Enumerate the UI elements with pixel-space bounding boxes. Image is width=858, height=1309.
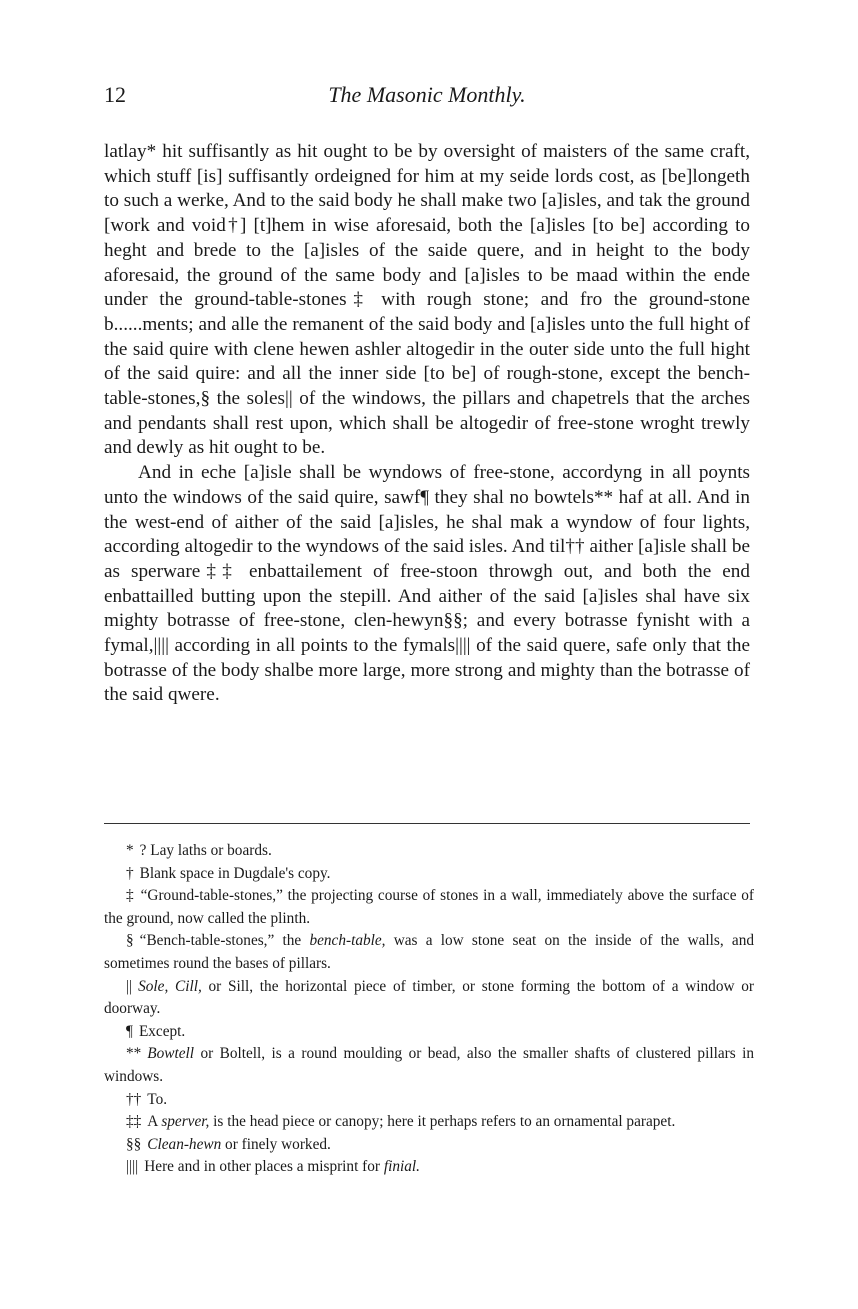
footnote-mark: ††: [126, 1090, 142, 1108]
footnote-text: “Bench-table-stones,” the: [139, 932, 310, 950]
footnote-mark: ¶: [126, 1022, 133, 1040]
page-header: [104, 82, 750, 122]
footnote-mark: ||: [126, 977, 133, 995]
footnote-mark: §§: [126, 1135, 142, 1153]
running-title: The Masonic Monthly.: [328, 82, 526, 107]
footnote: [104, 1089, 754, 1112]
footnote-mark: §: [126, 932, 134, 950]
footnotes: [104, 840, 754, 1179]
footnote-text: or Boltell, is a round moulding or bead, also the smaller shafts of clustered pillars in windows.: [104, 1045, 754, 1085]
footnote-mark: ||||: [126, 1158, 139, 1176]
footnote-text: Here and in other places a misprint for: [144, 1158, 384, 1176]
footnote-text: or finely worked.: [221, 1135, 331, 1153]
footnote-text: Except.: [138, 1022, 186, 1040]
footnote: [104, 1156, 754, 1179]
footnote-term: Bowtell: [147, 1045, 195, 1063]
page-number: 12: [104, 82, 126, 107]
footnote-text: A: [147, 1113, 162, 1131]
footnote: [104, 1134, 754, 1157]
footnote-term: bench-table,: [309, 932, 386, 950]
footnote-mark: ‡‡: [126, 1113, 142, 1131]
footnote-term: finial.: [383, 1158, 420, 1176]
footnote-term: Sole, Cill,: [138, 977, 202, 995]
footnote: [104, 930, 754, 975]
paragraph: And in eche [a]isle shall be wyndows of free-stone, accordyng in all poynts unto the windows of the said quire, sawf¶ they shal no bowtels** haf at all. And in the west-end of aither of the said [a]isles, he shal mak a wyndow of four lights, according altogedir to the wyndows of the said isles. And til†† aither [a]isle shall be as sperware‡‡ enbattailement of free-stoon throwgh out, and both the end enbattailled butting upon the stepill. And aither of the said [a]isles shal have six mighty botrasse of free-stone, clen-hewyn§§; and every botrasse fynisht with a fymal,|||| according in all points to the fymals|||| of the said quere, safe only that the botrasse of the body shalbe more large, more strong and mighty than the botrasse of the said qwere.: [104, 462, 750, 706]
footnote: [104, 1021, 754, 1044]
footnote-text: To.: [147, 1090, 168, 1108]
footnote-term: Clean-hewn: [147, 1135, 222, 1153]
footnote-text: ? Lay laths or boards.: [139, 842, 272, 859]
footnote-mark: †: [126, 864, 134, 882]
footnote-mark: **: [126, 1045, 142, 1063]
footnote-text: or Sill, the horizontal piece of timber, or stone forming the bottom of a window or doorway.: [104, 977, 754, 1018]
paragraph: latlay* hit suffisantly as hit ought to be by oversight of maisters of the same craft, which stuff [is] suffisantly ordeigned for him at my seide lords cost, as [be]longeth to such a werke, And to the said body he shall make two [a]isles, and tak the ground [work and void†] [t]hem in wise aforesaid, both the [a]isles [to be] according to heght and brede to the [a]isles of the saide quere, and in height to the body aforesaid, the ground of the same body and [a]isles to be maad within the ende under the ground-table-stones‡ with rough stone; and fro the ground-stone b......ments; and alle the remanent of the said body and [a]isles unto the full hight of the said quire with clene hewen ashler altogedir in the outer side unto the full hight of the said quire: and all the inner side [to be] of rough-stone, except the bench-table-stones,§ the soles|| of the windows, the pillars and chapetrels that the arches and pendants shall rest upon, which shall be altogedir of free-stone wroght trewly and dewly as hit ought to be.: [104, 141, 750, 459]
footnote-term: sperver,: [161, 1113, 210, 1131]
footnote-text: “Ground-table-stones,” the projecting course of stones in a wall, immediately above the surface of the ground, now called the plinth.: [104, 887, 755, 927]
footnote: [104, 863, 754, 886]
footnote-text: Blank space in Dugdale's copy.: [139, 864, 331, 882]
body-text: [104, 140, 750, 708]
footnote-text: was a low stone seat on the inside of the walls, and sometimes round the bases of pillars.: [104, 932, 754, 972]
footnote-mark: *: [126, 842, 134, 859]
footnote-divider: [104, 823, 750, 824]
footnote: [104, 1043, 754, 1088]
footnote: [104, 885, 754, 930]
footnote: [104, 976, 754, 1021]
footnote-text: is the head piece or canopy; here it perhaps refers to an ornamental parapet.: [209, 1113, 676, 1131]
footnote-mark: ‡: [126, 887, 135, 905]
footnote: [104, 840, 754, 863]
footnote: [104, 1111, 754, 1134]
